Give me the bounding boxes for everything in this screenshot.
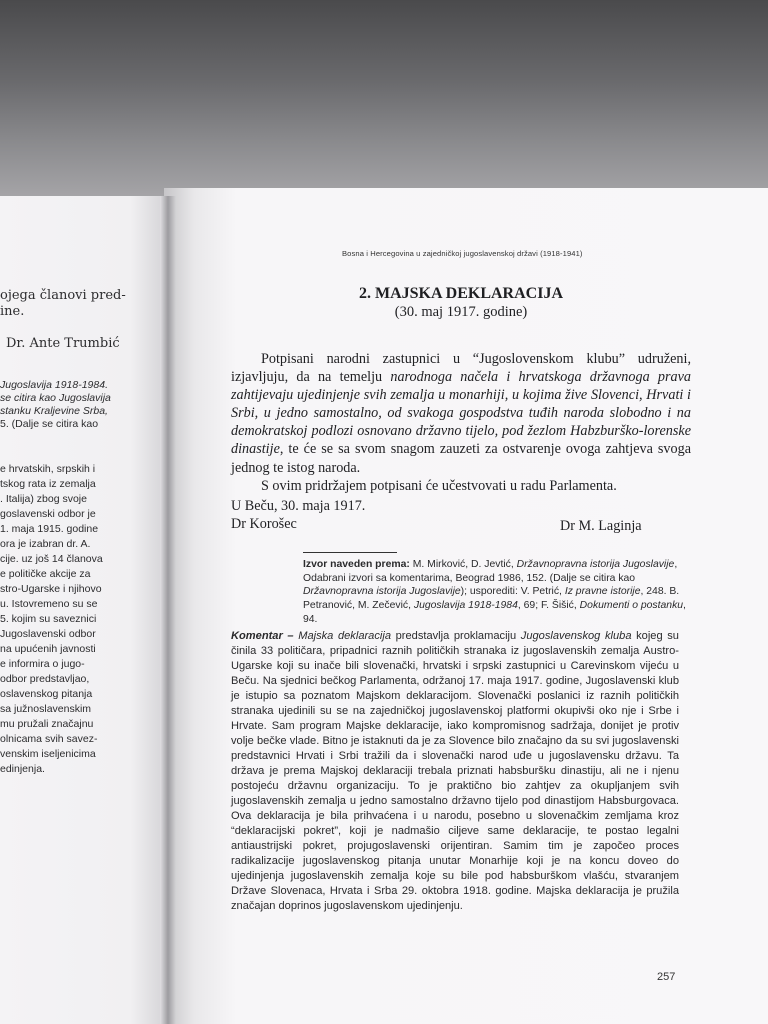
left-page-line: 5. (Dalje se citira kao bbox=[0, 418, 99, 430]
left-page-line: sa južnoslavenskim bbox=[0, 703, 92, 715]
text-run: , Odabrani izvori sa komentarima, Beograd 1986, 152. (Dalje se citira kao bbox=[303, 559, 678, 584]
left-page-line: tskog rata iz zemalja bbox=[0, 478, 96, 490]
text-run: Državnopravna istorija Jugoslavije bbox=[303, 586, 461, 598]
background-shadow bbox=[0, 0, 768, 205]
left-page-line: oslavenskog pitanja bbox=[0, 688, 93, 700]
signature-laginja: Dr M. Laginja bbox=[560, 518, 642, 534]
text-run: Jugoslavija 1918-1984 bbox=[413, 600, 518, 612]
left-page-line: odbor predstavljao, bbox=[0, 673, 90, 685]
left-page-line: e hrvatskih, srpskih i bbox=[0, 463, 96, 475]
left-page-line: se citira kao Jugoslavija bbox=[0, 392, 111, 404]
text-run: kojeg su činila 33 političara, pripadnici raznih političkih stranaka iz jugoslavenskih zemalja Austro-Ugarske koji su inače bili slovenački, hrvatski i srpski zastupnici u Carevinskom vijeću u Beču. Na sjednici bečkog Parlamenta, održanoj 17. maja 1917. godine, Jugoslavenski klub je istupio sa poznatom Majskom deklaracijom. Slovenački poslanici iz raznih političkih stranaka ujedinili su se na zajedničkoj jugoslavenskoj platformi okupivši oko nje i Srbe i Hrvate. Sam program Majske deklaracije, iako kompromisnog sadržaja, donijet je protiv volje bečke vlade. Bitno je istaknuti da je za Slovence bilo značajno da su svi jugoslavenski predstavnici Hrvati i Srbi tražili da i slovenački narod uđe u jugoslavensku državu. Ta država je prema Majskoj deklaraciji trebala priznati habsburšku dinastiju, ali ne i njenu postojeću državnu organizaciju. To je praktično bio zahtjev za okupljanjem svih jugoslavenskih zemalja u jedno samostalno državno tijelo pod dinastijom Habsburgovaca. Ova deklaracija je bila prihvaćena i u narodu, posebno u slovenačkim zemljama kroz “deklaracijski pokret”, koji je nadmašio ciljeve same deklaracije, te postao legalni antiaustrijski pokret, projugoslavenski orijentiran. Samim tim je započeo proces radikalizacije jugoslavenskog pitanja unutar Monarhije koji je na koncu doveo do ujedinjenja jugoslavenskih zemalja koje su bile pod habsburškom vlašću, stvaranjem Države Slovenaca, Hrvata i Srba 29. oktobra 1918. godine. Majska deklaracija je pružila značajan doprinos jugoslavenskom ujedinjenju. bbox=[231, 630, 679, 912]
declaration-text bbox=[231, 350, 691, 495]
text-run: Izvor naveden prema: bbox=[303, 559, 410, 570]
book-gutter bbox=[160, 196, 176, 1024]
signature-korosec: Dr Korošec bbox=[231, 516, 297, 532]
text-run: predstavlja proklamaciju bbox=[391, 630, 521, 642]
commentary bbox=[231, 629, 679, 914]
text-run: Potpisani narodni zastupnici u “Jugoslovenskom klubu” udruženi, izjavljuju, da na temelju bbox=[231, 351, 691, 386]
left-page-line: ora je izabran dr. A. bbox=[0, 538, 91, 550]
text-run: , 248. B. Petranović, M. Zečević, bbox=[303, 586, 680, 612]
left-page-line: stanku Kraljevine Srba, bbox=[0, 405, 108, 417]
left-page-line: edinjenja. bbox=[0, 763, 45, 775]
text-run: Komentar – bbox=[231, 630, 294, 642]
footnote-divider bbox=[303, 552, 397, 553]
left-page-line: Jugoslavenski odbor bbox=[0, 628, 96, 640]
left-page-line: goslavenski odbor je bbox=[0, 508, 96, 520]
text-run: Iz pravne istorije bbox=[564, 586, 641, 598]
text-run: Dokumenti o postanku bbox=[579, 600, 684, 612]
text-run: Majska deklaracija bbox=[298, 630, 391, 642]
left-page-line: u. Istovremeno su se bbox=[0, 598, 98, 610]
left-page-line: Jugoslavija 1918-1984. bbox=[0, 379, 108, 391]
left-page-line: 1. maja 1915. godine bbox=[0, 523, 99, 535]
left-page-line: 5. kojim su saveznici bbox=[0, 613, 97, 625]
text-run: , te će se sa svom snagom zauzeti za ostvarenje ovoga zahtjeva svoga jednog te istog naroda. bbox=[231, 441, 691, 476]
left-page-line: venskim iseljenicima bbox=[0, 748, 96, 760]
left-page-line: e informira o jugo- bbox=[0, 658, 85, 670]
left-page-line: na upućenih javnosti bbox=[0, 643, 96, 655]
left-page-line: e političke akcije za bbox=[0, 568, 91, 580]
left-page bbox=[0, 196, 174, 1024]
source-note bbox=[303, 558, 689, 627]
left-page-line: Dr. Ante Trumbić bbox=[6, 336, 120, 351]
left-page-line: cije. uz još 14 članova bbox=[0, 553, 103, 565]
text-run: ); usporediti: V. Petrić, bbox=[460, 586, 565, 598]
left-page-line: mu pružali značajnu bbox=[0, 718, 94, 730]
left-page-line: . Italija) zbog svoje bbox=[0, 493, 87, 505]
left-page-line: olnicama svih savez- bbox=[0, 733, 98, 745]
declaration-paragraph-1 bbox=[231, 350, 691, 477]
text-run: , 94. bbox=[303, 600, 686, 625]
text-run: , 69; F. Šišić, bbox=[517, 600, 580, 612]
left-page-line: ojega članovi pred- bbox=[0, 288, 126, 303]
text-run: Jugoslavenskog kluba bbox=[520, 630, 632, 642]
left-page-line: stro-Ugarske i njihovo bbox=[0, 583, 102, 595]
document-subtitle: (30. maj 1917. godine) bbox=[394, 304, 528, 320]
document-title: 2. MAJSKA DEKLARACIJA bbox=[358, 285, 563, 302]
text-run: M. Mirković, D. Jevtić, bbox=[409, 559, 517, 570]
place-and-date: U Beču, 30. maja 1917. bbox=[231, 498, 366, 514]
left-page-line: ine. bbox=[0, 304, 25, 319]
running-header: Bosna i Hercegovina u zajedničkoj jugoslavenskoj državi (1918-1941) bbox=[342, 249, 583, 258]
text-run: narodnoga načela i hrvatskoga državnoga prava zahtijevaju ujedinjenje svih zemalja u monarhiji, u kojima žive Slovenci, Hrvati i Srbi, u jedno samostalno, od svakoga gospodstva tuđih naroda slobodno i na demokratskoj podlozi osnovano državno tijelo, pod žezlom Habzburško-lorenske dinastije bbox=[231, 369, 691, 458]
text-run: Državnopravna istorija Jugoslavije bbox=[516, 559, 675, 570]
declaration-paragraph-2: S ovim pridržajem potpisani će učestvovati u radu Parlamenta. bbox=[261, 477, 617, 494]
page-number: 257 bbox=[657, 971, 676, 983]
